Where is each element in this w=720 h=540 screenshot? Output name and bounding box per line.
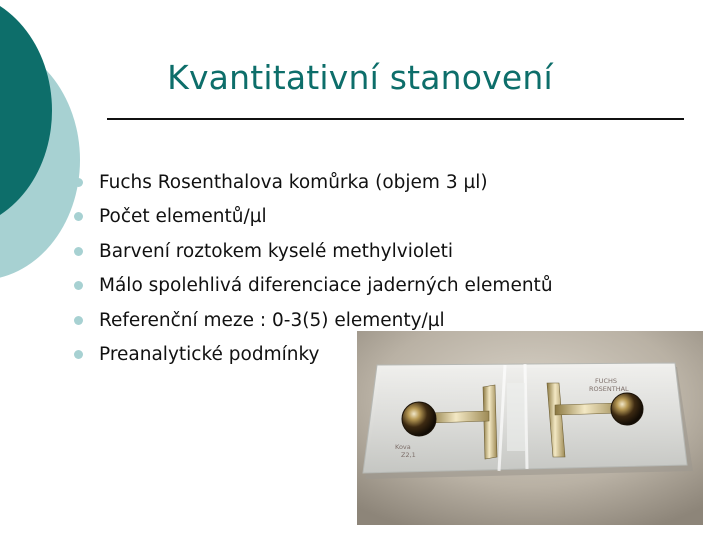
bullet-item bbox=[74, 269, 553, 304]
bullet-dot-icon bbox=[74, 178, 83, 187]
right-knob bbox=[611, 393, 643, 425]
bullet-item bbox=[74, 200, 553, 235]
counting-chamber-photo bbox=[357, 331, 703, 525]
bullet-text: Barvení roztokem kyselé methylvioleti bbox=[99, 240, 454, 262]
title-divider bbox=[107, 118, 684, 120]
bullet-dot-icon bbox=[74, 316, 83, 325]
bullet-dot-icon bbox=[74, 281, 83, 290]
bullet-text: Počet elementů/µl bbox=[99, 206, 267, 228]
bullet-item bbox=[74, 165, 553, 200]
bullet-item bbox=[74, 234, 553, 269]
bullet-dot-icon bbox=[74, 247, 83, 256]
bullet-text: Referenční meze : 0-3(5) elementy/µl bbox=[99, 309, 445, 331]
left-knob bbox=[402, 402, 436, 436]
bullet-text: Preanalytické podmínky bbox=[99, 344, 320, 366]
chamber-label-left: Kova Z2,1 bbox=[395, 443, 416, 459]
bullet-text: Fuchs Rosenthalova komůrka (objem 3 µl) bbox=[99, 171, 488, 193]
chamber-label-right: FUCHS ROSENTHAL bbox=[589, 377, 629, 393]
slide-title: Kvantitativní stanovení bbox=[167, 58, 553, 97]
bullet-dot-icon bbox=[74, 350, 83, 359]
bullet-dot-icon bbox=[74, 212, 83, 221]
bullet-text: Málo spolehlivá diferenciace jaderných elementů bbox=[99, 275, 553, 297]
